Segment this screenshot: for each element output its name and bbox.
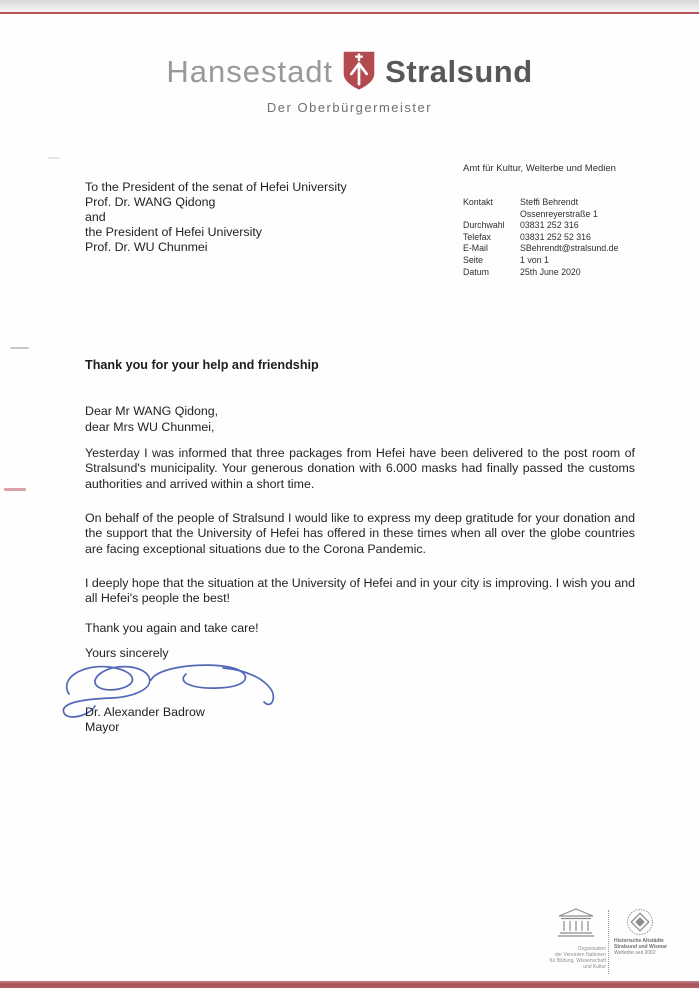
letterhead-subtitle: Der Oberbürgermeister [266, 100, 433, 115]
contact-row [463, 267, 618, 279]
salutation-line: dear Mrs WU Chunmei, [85, 419, 215, 434]
contact-row [463, 243, 618, 255]
contact-label: Datum [463, 266, 489, 277]
body-paragraph: I deeply hope that the situation at the University of Hefei and in your city is improving. I wish you and all Hefei's people the best! [85, 576, 635, 606]
contact-label [463, 209, 520, 221]
contact-label: Kontakt [463, 197, 493, 207]
fold-mark [10, 347, 29, 349]
contact-value: 1 von 1 [520, 254, 549, 265]
world-heritage-caption: Historische Altstädte Stralsund und Wismar Welterbe seit 2002 [614, 938, 668, 956]
contact-value: SBehrendt@stralsund.de [520, 243, 619, 254]
recipient-line: and [85, 210, 106, 224]
contact-value: 03831 252 316 [520, 220, 579, 231]
bottom-red-rule [0, 981, 699, 988]
contact-label: Telefax [463, 231, 491, 242]
contact-row [463, 197, 618, 209]
subject-line: Thank you for your help and friendship [85, 358, 319, 372]
unesco-temple-icon [556, 908, 596, 938]
footer-divider [608, 910, 609, 974]
signer-title: Mayor [85, 720, 120, 735]
world-heritage-logo [614, 908, 690, 956]
fold-mark [4, 488, 26, 491]
footer-logos [540, 908, 690, 978]
letterhead-city-bold: Stralsund [385, 53, 533, 89]
recipient-line: the President of Hefei University [85, 225, 262, 239]
contact-row [463, 220, 618, 232]
unesco-logo [544, 908, 608, 970]
salutation [85, 404, 218, 435]
recipient-line: To the President of the senat of Hefei University [85, 180, 347, 194]
contact-row [463, 209, 618, 221]
contact-label: Seite [463, 254, 484, 265]
contact-value: 03831 252 52 316 [520, 231, 591, 242]
signer-name: Dr. Alexander Badrow [85, 705, 205, 719]
letterhead [0, 52, 699, 91]
salutation-line: Dear Mr WANG Qidong, [85, 404, 219, 418]
unesco-caption: Organisation der Vereinten Nationen für Bildung, Wissenschaft und Kultur [549, 946, 606, 970]
contact-row [463, 232, 618, 244]
world-heritage-emblem-icon [626, 908, 654, 936]
recipient-line: Prof. Dr. WANG Qidong [85, 195, 216, 209]
valediction: Yours sincerely [85, 646, 169, 660]
stralsund-crest-icon [342, 50, 376, 91]
contact-row [463, 255, 618, 267]
scan-edge-band [0, 0, 699, 12]
contact-block [463, 197, 618, 278]
department-line: Amt für Kultur, Welterbe und Medien [463, 163, 616, 174]
recipient-line: Prof. Dr. WU Chunmei [85, 240, 208, 254]
contact-label: E-Mail [463, 243, 488, 254]
signature-block [85, 705, 205, 736]
contact-value: Ossenreyerstraße 1 [520, 208, 598, 219]
closing-thanks: Thank you again and take care! [85, 621, 259, 635]
letterhead-city-light: Hansestadt [166, 53, 334, 89]
body-paragraph: On behalf of the people of Stralsund I would like to express my deep gratitude for your donation and the support that the University of Hefei has offered in these times when all over the globe countries are facing exceptional situations due to the Corona Pandemic. [85, 511, 635, 556]
contact-value: 25th June 2020 [520, 266, 581, 277]
contact-label: Durchwahl [463, 220, 505, 231]
body-paragraph: Yesterday I was informed that three packages from Hefei have been delivered to the post room of Stralsund's municipality. Your generous donation with 6.000 masks had finally passed the customs authorities and arrived within a short time. [85, 446, 635, 491]
contact-value: Steffi Behrendt [520, 197, 579, 207]
top-red-rule [0, 12, 699, 14]
scan-artifact [48, 157, 60, 159]
recipient-block [85, 180, 347, 255]
